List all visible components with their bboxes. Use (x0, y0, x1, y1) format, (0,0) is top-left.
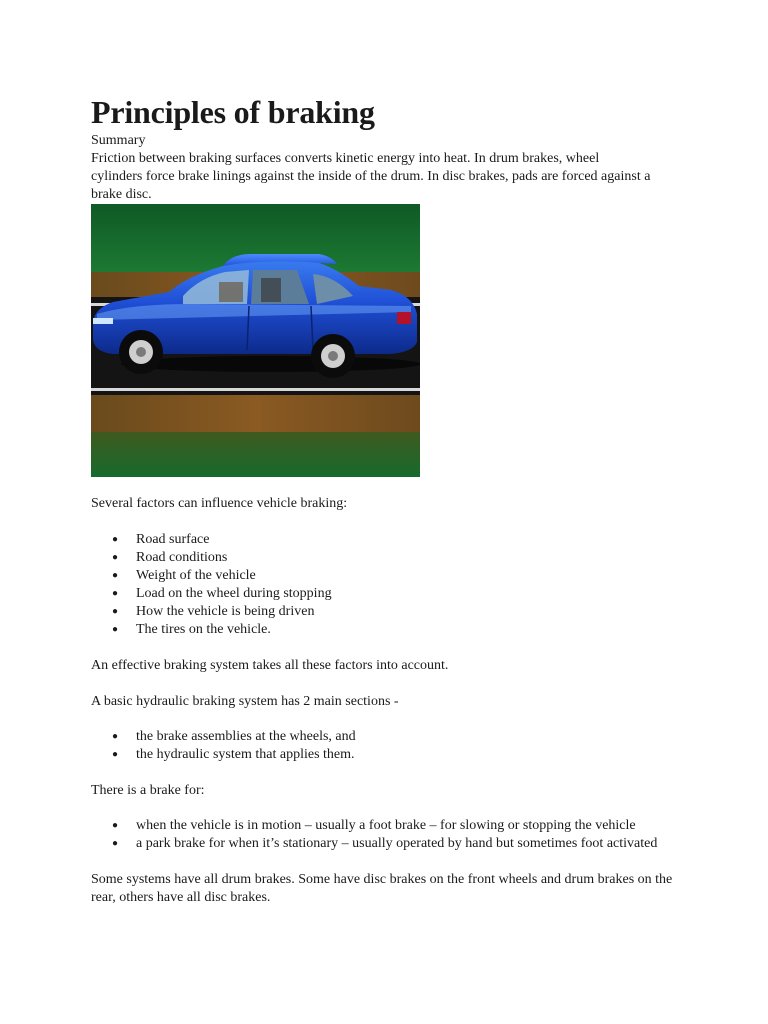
document-content (91, 92, 691, 907)
bullet-icon: ● (112, 588, 119, 599)
road-line-bottom (91, 388, 420, 391)
bullet-icon: ● (112, 552, 119, 563)
list-item: ● the brake assemblies at the wheels, and (112, 729, 356, 744)
list-item: ● Road surface (112, 532, 210, 547)
bullet-icon: ● (112, 606, 119, 617)
list-item: ● when the vehicle is in motion – usually a foot brake – for slowing or stopping the vehicle (112, 818, 636, 833)
factors-list (91, 531, 691, 639)
car-illustration-svg (91, 204, 420, 477)
bullet-icon: ● (112, 534, 119, 545)
hydraulic-sections-list (91, 728, 691, 764)
list-item: ● Road conditions (112, 550, 228, 565)
car-headlight (93, 318, 113, 324)
car-taillight (397, 312, 411, 324)
page-title: Principles of braking (91, 94, 375, 130)
summary-text: Friction between braking surfaces converts kinetic energy into heat. In drum brakes, wheel cylinders force brake linings against the inside of the drum. In disc brakes, pads are forced against a brake disc. (91, 151, 651, 202)
list-item: ● How the vehicle is being driven (112, 604, 315, 619)
list-item: ● Load on the wheel during stopping (112, 586, 332, 601)
list-item: ● Weight of the vehicle (112, 568, 256, 583)
bullet-icon: ● (112, 820, 119, 831)
effective-system-text: An effective braking system takes all these factors into account. (91, 658, 449, 673)
dirt-strip-bottom (91, 395, 420, 435)
car-front-wheel (119, 330, 163, 374)
bullet-icon: ● (112, 838, 119, 849)
summary-label: Summary (91, 133, 146, 148)
grass-bottom (91, 432, 420, 477)
bullet-icon: ● (112, 731, 119, 742)
bullet-icon: ● (112, 749, 119, 760)
bullet-icon: ● (112, 570, 119, 581)
brake-for-list (91, 817, 691, 853)
brake-for-intro: There is a brake for: (91, 783, 205, 798)
bullet-icon: ● (112, 624, 119, 635)
list-item: ● a park brake for when it’s stationary – usually operated by hand but sometimes foot activated (112, 836, 658, 851)
list-item: ● the hydraulic system that applies them. (112, 747, 355, 762)
factors-intro: Several factors can influence vehicle braking: (91, 496, 348, 511)
car-illustration (91, 204, 420, 477)
closing-text: Some systems have all drum brakes. Some have disc brakes on the front wheels and drum brakes on the rear, others have all disc brakes. (91, 872, 673, 905)
car-rear-wheel (311, 334, 355, 378)
hydraulic-intro: A basic hydraulic braking system has 2 main sections - (91, 694, 399, 709)
list-item: ● The tires on the vehicle. (112, 622, 271, 637)
